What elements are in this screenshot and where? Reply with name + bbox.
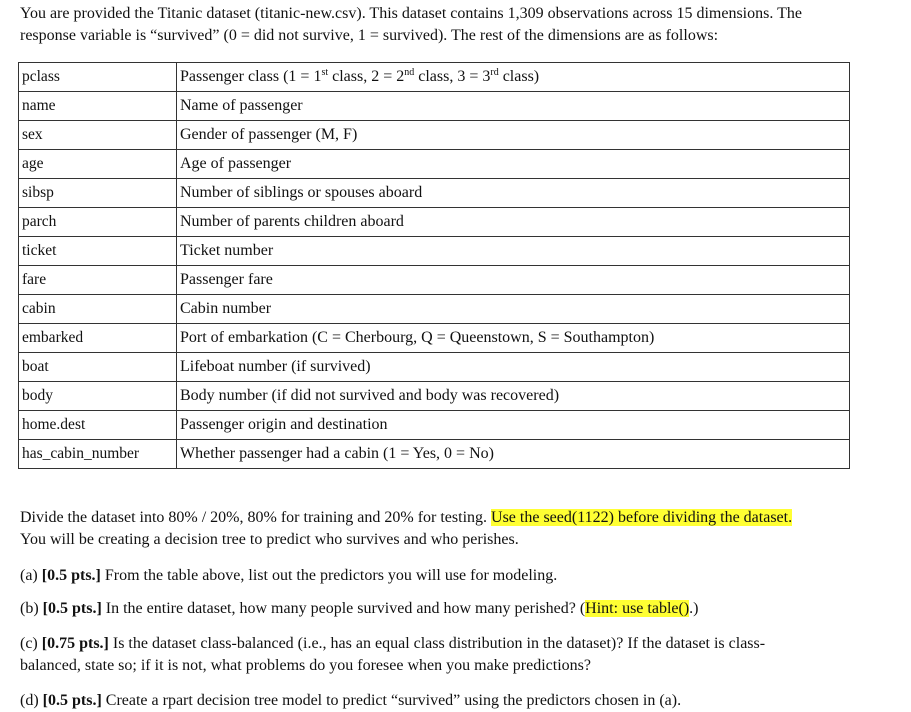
variable-name: ticket <box>19 237 177 266</box>
variable-description: Port of embarkation (C = Cherbourg, Q = Queenstown, S = Southampton) <box>177 324 850 353</box>
variable-name: age <box>19 150 177 179</box>
question-a-points: [0.5 pts.] <box>41 567 101 584</box>
question-b-label: (b) <box>20 600 43 617</box>
description-part: class, 2 = 2 <box>328 68 405 85</box>
variable-name: fare <box>19 266 177 295</box>
table-row <box>19 63 850 92</box>
table-row <box>19 411 850 440</box>
table-row <box>19 150 850 179</box>
variable-description: Whether passenger had a cabin (1 = Yes, 0 = No) <box>177 440 850 469</box>
variable-description: Ticket number <box>177 237 850 266</box>
variable-name: cabin <box>19 295 177 324</box>
intro-line-1: You are provided the Titanic dataset (titanic-new.csv). This dataset contains 1,309 observations across 15 dimensions. The <box>20 5 802 22</box>
ordinal-suffix: nd <box>404 67 415 78</box>
split-text: Divide the dataset into 80% / 20%, 80% for training and 20% for testing. <box>20 509 492 526</box>
question-d-points: [0.5 pts.] <box>42 692 102 709</box>
intro-line-2: response variable is “survived” (0 = did not survive, 1 = survived). The rest of the dimensions are as follows: <box>20 27 719 44</box>
question-d-label: (d) <box>20 692 43 709</box>
variable-name: boat <box>19 353 177 382</box>
variable-name: sex <box>19 121 177 150</box>
question-a-label: (a) <box>20 567 42 584</box>
variable-description: Body number (if did not survived and body was recovered) <box>177 382 850 411</box>
variable-name: has_cabin_number <box>19 440 177 469</box>
variable-name: embarked <box>19 324 177 353</box>
variable-name: name <box>19 92 177 121</box>
variable-description: Name of passenger <box>177 92 850 121</box>
variable-description: Number of parents children aboard <box>177 208 850 237</box>
table-row <box>19 208 850 237</box>
description-part: class) <box>498 68 540 85</box>
question-b-end: .) <box>689 600 699 617</box>
question-c-line-2: balanced, state so; if it is not, what problems do you foresee when you make predictions? <box>20 657 591 674</box>
variable-description: Passenger origin and destination <box>177 411 850 440</box>
question-b-points: [0.5 pts.] <box>42 600 102 617</box>
variable-description <box>177 63 850 92</box>
table-row <box>19 266 850 295</box>
table-row <box>19 324 850 353</box>
variable-description: Lifeboat number (if survived) <box>177 353 850 382</box>
question-c <box>20 633 900 677</box>
seed-highlight: Use the seed(1122) before dividing the dataset. <box>491 509 793 526</box>
question-c-text: Is the dataset class-balanced (i.e., has an equal class distribution in the dataset)? If the dataset is class- <box>108 635 766 652</box>
table-row <box>19 382 850 411</box>
variable-name: body <box>19 382 177 411</box>
question-d-text: Create a rpart decision tree model to predict “survived” using the predictors chosen in (a). <box>101 692 682 709</box>
split-instruction <box>20 507 900 551</box>
table-row <box>19 121 850 150</box>
variables-table <box>18 62 850 469</box>
table-row <box>19 295 850 324</box>
variable-description: Passenger fare <box>177 266 850 295</box>
variable-description: Age of passenger <box>177 150 850 179</box>
variable-name: sibsp <box>19 179 177 208</box>
description-part: Passenger class (1 = 1 <box>180 68 322 85</box>
description-part: class, 3 = 3 <box>414 68 491 85</box>
question-d <box>20 690 900 712</box>
question-c-points: [0.75 pts.] <box>41 635 109 652</box>
variable-description: Number of siblings or spouses aboard <box>177 179 850 208</box>
variable-description: Gender of passenger (M, F) <box>177 121 850 150</box>
ordinal-suffix: st <box>321 67 329 78</box>
hint-highlight: Hint: use table() <box>585 600 690 617</box>
table-row <box>19 237 850 266</box>
variable-description: Cabin number <box>177 295 850 324</box>
variable-name: parch <box>19 208 177 237</box>
question-b <box>20 598 900 620</box>
split-line-2: You will be creating a decision tree to predict who survives and who perishes. <box>20 531 519 548</box>
ordinal-suffix: rd <box>490 67 499 78</box>
variable-name: home.dest <box>19 411 177 440</box>
table-row <box>19 179 850 208</box>
question-c-label: (c) <box>20 635 42 652</box>
variable-name: pclass <box>19 63 177 92</box>
question-a <box>20 565 900 587</box>
table-row <box>19 92 850 121</box>
question-a-text: From the table above, list out the predictors you will use for modeling. <box>100 567 558 584</box>
table-row <box>19 440 850 469</box>
question-b-text: In the entire dataset, how many people survived and how many perished? ( <box>101 600 586 617</box>
table-row <box>19 353 850 382</box>
intro-paragraph <box>20 3 900 47</box>
